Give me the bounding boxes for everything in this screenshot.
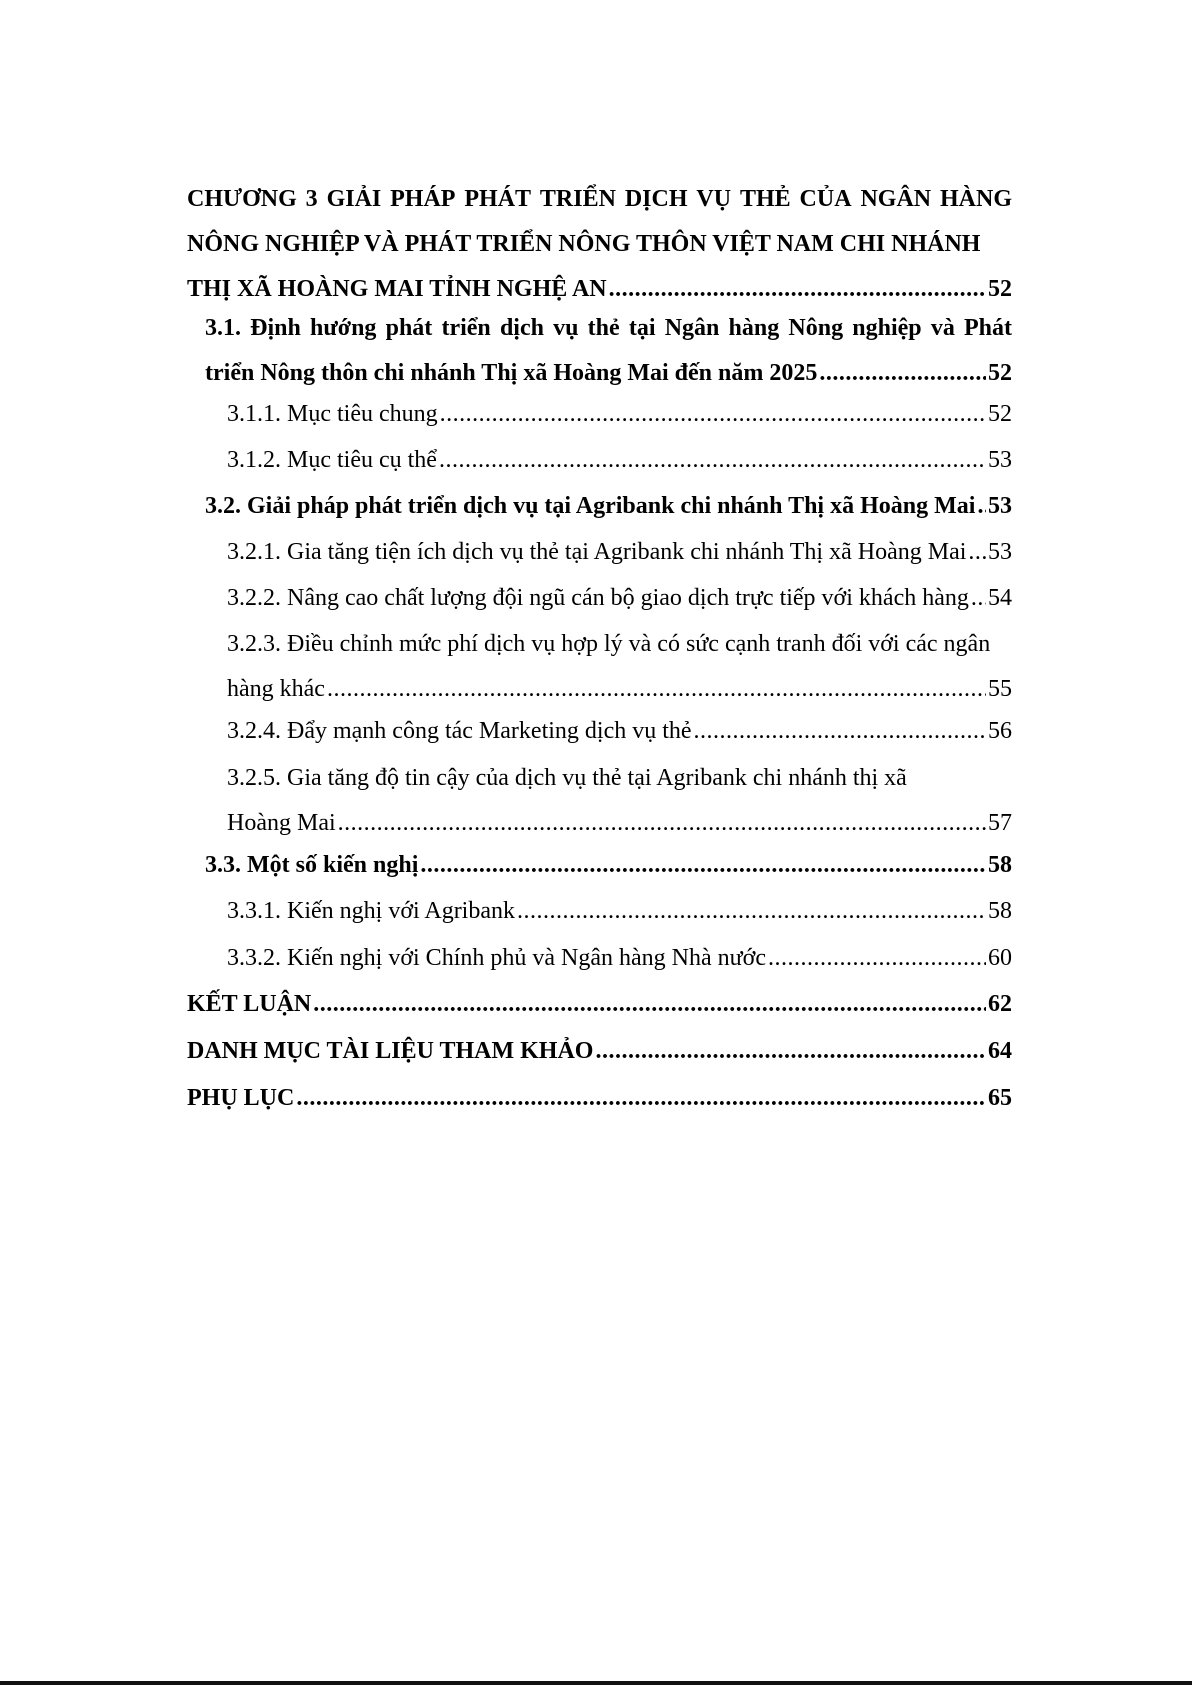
- toc-entry-title: THỊ XÃ HOÀNG MAI TỈNH NGHỆ AN: [187, 276, 607, 302]
- toc-word: phát: [385, 315, 433, 341]
- toc-entry-last-line: [205, 843, 1012, 888]
- toc-entry-last-line: [187, 1076, 1012, 1121]
- dot-leader: [313, 982, 986, 1027]
- toc-word: THẺ: [739, 186, 791, 212]
- toc-entry-text-line: 3.2.5. Gia tăng độ tin cậy của dịch vụ thẻ tại Agribank chi nhánh thị xã: [227, 765, 907, 791]
- toc-entry-last-line: [187, 982, 1012, 1027]
- toc-entry-text-line: 3.2.3. Điều chỉnh mức phí dịch vụ hợp lý và có sức cạnh tranh đối với các ngân: [227, 631, 991, 657]
- toc-word: CỦA: [799, 186, 852, 212]
- toc-entry-last-line: [227, 667, 1012, 712]
- toc-entry-title: KẾT LUẬN: [187, 991, 312, 1017]
- toc-entry-text-line: NÔNG NGHIỆP VÀ PHÁT TRIỂN NÔNG THÔN VIỆT NAM CHI NHÁNH: [187, 231, 981, 257]
- toc-page-number: 60: [988, 945, 1012, 971]
- toc-page-number: 52: [988, 360, 1012, 386]
- toc-entry-title: 3.2.2. Nâng cao chất lượng đội ngũ cán bộ giao dịch trực tiếp với khách hàng: [227, 585, 969, 611]
- toc-page-number: 52: [988, 401, 1012, 427]
- toc-word: vụ: [553, 315, 579, 341]
- toc-entry-3-3-2[interactable]: [227, 936, 1012, 981]
- toc-entry-text-line: [205, 306, 1012, 351]
- toc-entry-last-line: [227, 801, 1012, 846]
- dot-leader: [338, 801, 986, 846]
- toc-entry-title: 3.2.1. Gia tăng tiện ích dịch vụ thẻ tại Agribank chi nhánh Thị xã Hoàng Mai: [227, 539, 967, 565]
- toc-entry-title: Hoàng Mai: [227, 810, 336, 836]
- toc-entry-3-1-2[interactable]: [227, 438, 1012, 483]
- toc-word: tại: [628, 315, 656, 341]
- toc-word: dịch: [499, 315, 544, 341]
- toc-entry-last-line: [205, 351, 1012, 396]
- toc-word: DỊCH: [624, 186, 688, 212]
- toc-word: NGÂN: [860, 186, 932, 212]
- toc-word: HÀNG: [940, 186, 1012, 212]
- page-bottom-edge: [0, 1681, 1192, 1685]
- toc-page-number: 55: [988, 676, 1012, 702]
- toc-entry-last-line: [227, 889, 1012, 934]
- toc-entry-last-line: [227, 709, 1012, 754]
- dot-leader: [420, 843, 986, 888]
- toc-entry-references[interactable]: [187, 1029, 1012, 1074]
- toc-entry-title: 3.2. Giải pháp phát triển dịch vụ tại Agribank chi nhánh Thị xã Hoàng Mai: [205, 493, 976, 519]
- toc-entry-3-2-5[interactable]: [227, 756, 1012, 846]
- toc-entry-3-2-3[interactable]: [227, 622, 1012, 712]
- dot-leader: [517, 889, 986, 934]
- toc-entry-last-line: [227, 936, 1012, 981]
- toc-page-number: 64: [988, 1038, 1012, 1064]
- toc-entry-appendix[interactable]: [187, 1076, 1012, 1121]
- dot-leader: [694, 709, 986, 754]
- toc-page-number: 53: [988, 447, 1012, 473]
- toc-word: PHÁP: [390, 186, 456, 212]
- toc-word: CHƯƠNG: [187, 186, 297, 212]
- toc-entry-title: 3.3.1. Kiến nghị với Agribank: [227, 898, 515, 924]
- toc-word: triển: [441, 315, 491, 341]
- toc-word: PHÁT: [464, 186, 532, 212]
- dot-leader: [971, 576, 986, 621]
- dot-leader: [819, 351, 986, 396]
- toc-entry-last-line: [205, 484, 1012, 529]
- dot-leader: [327, 667, 986, 712]
- toc-entry-3-1-1[interactable]: [227, 392, 1012, 437]
- toc-entry-title: PHỤ LỤC: [187, 1085, 295, 1111]
- toc-page-number: 56: [988, 718, 1012, 744]
- toc-entry-chapter-3[interactable]: [187, 177, 1012, 312]
- toc-entry-3-3[interactable]: [205, 843, 1012, 888]
- toc-word: hàng: [728, 315, 780, 341]
- toc-word: và: [930, 315, 955, 341]
- toc-entry-3-2[interactable]: [205, 484, 1012, 529]
- toc-entry-title: 3.1.1. Mục tiêu chung: [227, 401, 438, 427]
- toc-word: Nông: [788, 315, 844, 341]
- toc-entry-title: 3.1.2. Mục tiêu cụ thể: [227, 447, 437, 473]
- toc-word: nghiệp: [852, 315, 922, 341]
- toc-entry-last-line: [187, 1029, 1012, 1074]
- dot-leader: [968, 530, 986, 575]
- toc-entry-3-2-4[interactable]: [227, 709, 1012, 754]
- toc-word: Phát: [964, 315, 1012, 341]
- toc-entry-last-line: [227, 392, 1012, 437]
- dot-leader: [768, 936, 986, 981]
- toc-page-number: 62: [988, 991, 1012, 1017]
- toc-page-number: 58: [988, 898, 1012, 924]
- toc-word: Định: [250, 315, 301, 341]
- toc-word: 3: [305, 186, 318, 212]
- toc-entry-conclusion[interactable]: [187, 982, 1012, 1027]
- dot-leader: [595, 1029, 986, 1074]
- dot-leader: [977, 484, 986, 529]
- toc-entry-3-1[interactable]: [205, 306, 1012, 396]
- dot-leader: [440, 392, 986, 437]
- toc-word: thẻ: [587, 315, 620, 341]
- toc-entry-title: triển Nông thôn chi nhánh Thị xã Hoàng Mai đến năm 2025: [205, 360, 818, 386]
- toc-word: Ngân: [664, 315, 720, 341]
- toc-page-number: 52: [988, 276, 1012, 302]
- toc-page-number: 53: [988, 493, 1012, 519]
- toc-entry-last-line: [227, 530, 1012, 575]
- toc-entry-title: 3.3.2. Kiến nghị với Chính phủ và Ngân hàng Nhà nước: [227, 945, 766, 971]
- toc-entry-title: DANH MỤC TÀI LIỆU THAM KHẢO: [187, 1038, 594, 1064]
- toc-word: VỤ: [696, 186, 732, 212]
- dot-leader: [296, 1076, 986, 1121]
- toc-entry-last-line: [227, 576, 1012, 621]
- toc-word: hướng: [310, 315, 377, 341]
- toc-entry-title: 3.2.4. Đẩy mạnh công tác Marketing dịch vụ thẻ: [227, 718, 692, 744]
- toc-page-number: 65: [988, 1085, 1012, 1111]
- toc-entry-title: hàng khác: [227, 676, 325, 702]
- toc-word: 3.1.: [205, 315, 241, 341]
- toc-entry-3-2-1[interactable]: [227, 530, 1012, 575]
- toc-entry-3-3-1[interactable]: [227, 889, 1012, 934]
- toc-entry-title: 3.3. Một số kiến nghị: [205, 852, 419, 878]
- toc-entry-3-2-2[interactable]: [227, 576, 1012, 621]
- toc-word: GIẢI: [326, 186, 382, 212]
- toc-page-number: 57: [988, 810, 1012, 836]
- dot-leader: [439, 438, 986, 483]
- toc-page-number: 54: [988, 585, 1012, 611]
- toc-entry-last-line: [227, 438, 1012, 483]
- toc-page-number: 53: [988, 539, 1012, 565]
- toc-page-number: 58: [988, 852, 1012, 878]
- toc-word: TRIỂN: [539, 186, 616, 212]
- toc-entry-text-line: [187, 177, 1012, 222]
